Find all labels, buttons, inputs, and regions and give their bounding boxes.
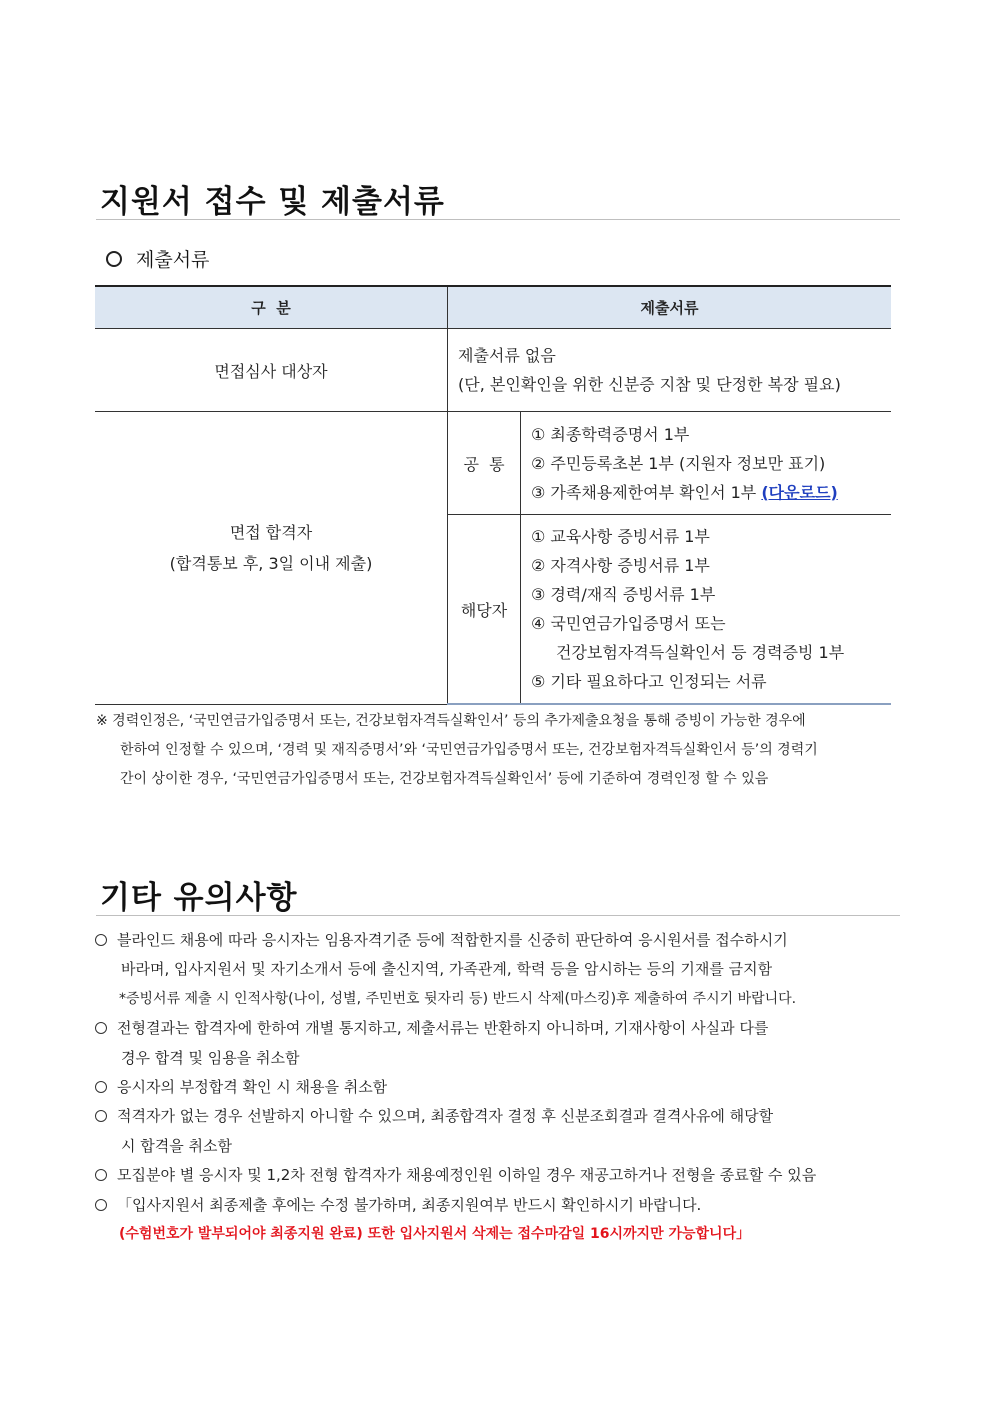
note-line: ※ 경력인정은, ‘국민연금가입증명서 또는, 건강보험자격득실확인서’ 등의 추가제출요청을 통해 증빙이 가능한 경우에 [96, 713, 806, 729]
list-item [95, 1073, 895, 1102]
notice-footnote: *증빙서류 제출 시 인적사항(나이, 성별, 주민번호 뒷자리 등) 반드시 삭제(마스킹)후 제출하여 주시기 바랍니다. [119, 990, 797, 1007]
notice-text: 전형결과는 합격자에 한하여 개별 통지하고, 제출서류는 반환하지 아니하며, 기재사항이 사실과 다를 [117, 1019, 769, 1038]
documents-table [95, 285, 891, 705]
section-title-notes: 기타 유의사항 [100, 880, 298, 916]
list-item [95, 926, 895, 955]
subheading-documents [106, 245, 209, 272]
label-common: 공 통 [448, 412, 521, 515]
label-applicable: 해당자 [448, 515, 521, 705]
table-row [95, 412, 891, 515]
header-documents: 제출서류 [448, 286, 892, 329]
notice-text: 적격자가 없는 경우 선발하지 아니할 수 있으며, 최종합격자 결정 후 신분조회결과 결격사유에 해당할 [117, 1107, 774, 1126]
list-item [95, 1191, 895, 1220]
list-item [95, 1102, 895, 1131]
list-item [95, 1161, 895, 1190]
circle-bullet-icon [95, 1199, 107, 1211]
note-line: 간이 상이한 경우, ‘국민연금가입증명서 또는, 건강보험자격득실확인서’ 등에 기준하여 경력인정 할 수 있음 [120, 771, 769, 787]
download-link[interactable]: (다운로드) [761, 482, 838, 502]
notice-list [95, 926, 895, 1249]
doc-line: (단, 본인확인을 위한 신분증 지참 및 단정한 복장 필요) [458, 375, 841, 394]
doc-item [531, 478, 881, 507]
circle-bullet-icon [95, 1169, 107, 1181]
doc-item: ③ 경력/재직 증빙서류 1부 [531, 585, 716, 604]
circle-bullet-icon [106, 251, 122, 267]
row-documents-interview [448, 329, 892, 412]
notice-text: 블라인드 채용에 따라 응시자는 임용자격기준 등에 적합한지를 신중히 판단하여 응시원서를 접수하시기 [117, 931, 788, 949]
common-documents [521, 412, 892, 515]
circle-bullet-icon [95, 1110, 107, 1122]
circle-bullet-icon [95, 1022, 107, 1034]
doc-item: ① 최종학력증명서 1부 [531, 424, 690, 444]
notice-text: 응시자의 부정합격 확인 시 채용을 취소함 [117, 1078, 388, 1097]
circle-bullet-icon [95, 934, 107, 946]
notice-warning: (수험번호가 발부되어야 최종지원 완료) 또한 입사지원서 삭제는 접수마감일 16시까지만 가능합니다」 [119, 1226, 751, 1243]
doc-item-text: ③ 가족채용제한여부 확인서 1부 [531, 482, 762, 502]
row-category-passed [95, 412, 448, 705]
list-item [95, 1014, 895, 1043]
table-row [95, 329, 891, 412]
title-divider [96, 219, 900, 220]
note-line: 한하여 인정할 수 있으며, ‘경력 및 재직증명서’와 ‘국민연금가입증명서 또는, 건강보험자격득실확인서 등’의 경력기 [120, 742, 818, 758]
notice-text: 바라며, 입사지원서 및 자기소개서 등에 출신지역, 가족관계, 학력 등을 암시하는 등의 기재를 금지함 [121, 960, 773, 979]
table-header-row [95, 286, 891, 329]
notice-text: 시 합격을 취소함 [121, 1136, 232, 1155]
applicable-documents [521, 515, 892, 705]
doc-item: ② 자격사항 증빙서류 1부 [531, 556, 710, 575]
career-note [96, 707, 896, 794]
doc-item: ④ 국민연금가입증명서 또는 [531, 614, 726, 633]
category-line: (합격통보 후, 3일 이내 제출) [169, 553, 373, 573]
notice-text: 모집분야 별 응시자 및 1,2차 전형 합격자가 채용예정인원 이하일 경우 재공고하거나 전형을 종료할 수 있음 [117, 1166, 817, 1185]
header-category: 구 분 [95, 286, 448, 329]
subheading-label: 제출서류 [136, 249, 210, 271]
title-divider [96, 915, 900, 916]
category-line: 면접 합격자 [229, 522, 313, 542]
section-title-application: 지원서 접수 및 제출서류 [100, 184, 445, 220]
circle-bullet-icon [95, 1081, 107, 1093]
row-category-interview: 면접심사 대상자 [95, 329, 448, 412]
doc-item: ② 주민등록초본 1부 (지원자 정보만 표기) [531, 453, 826, 473]
doc-item: ⑤ 기타 필요하다고 인정되는 서류 [531, 672, 767, 691]
doc-item: ① 교육사항 증빙서류 1부 [531, 527, 710, 546]
notice-text: 경우 합격 및 임용을 취소함 [121, 1048, 300, 1067]
doc-item: 건강보험자격득실확인서 등 경력증빙 1부 [556, 643, 845, 662]
doc-line: 제출서류 없음 [458, 346, 556, 365]
notice-text: 「입사지원서 최종제출 후에는 수정 불가하며, 최종지원여부 반드시 확인하시기 바랍니다. [117, 1195, 702, 1214]
